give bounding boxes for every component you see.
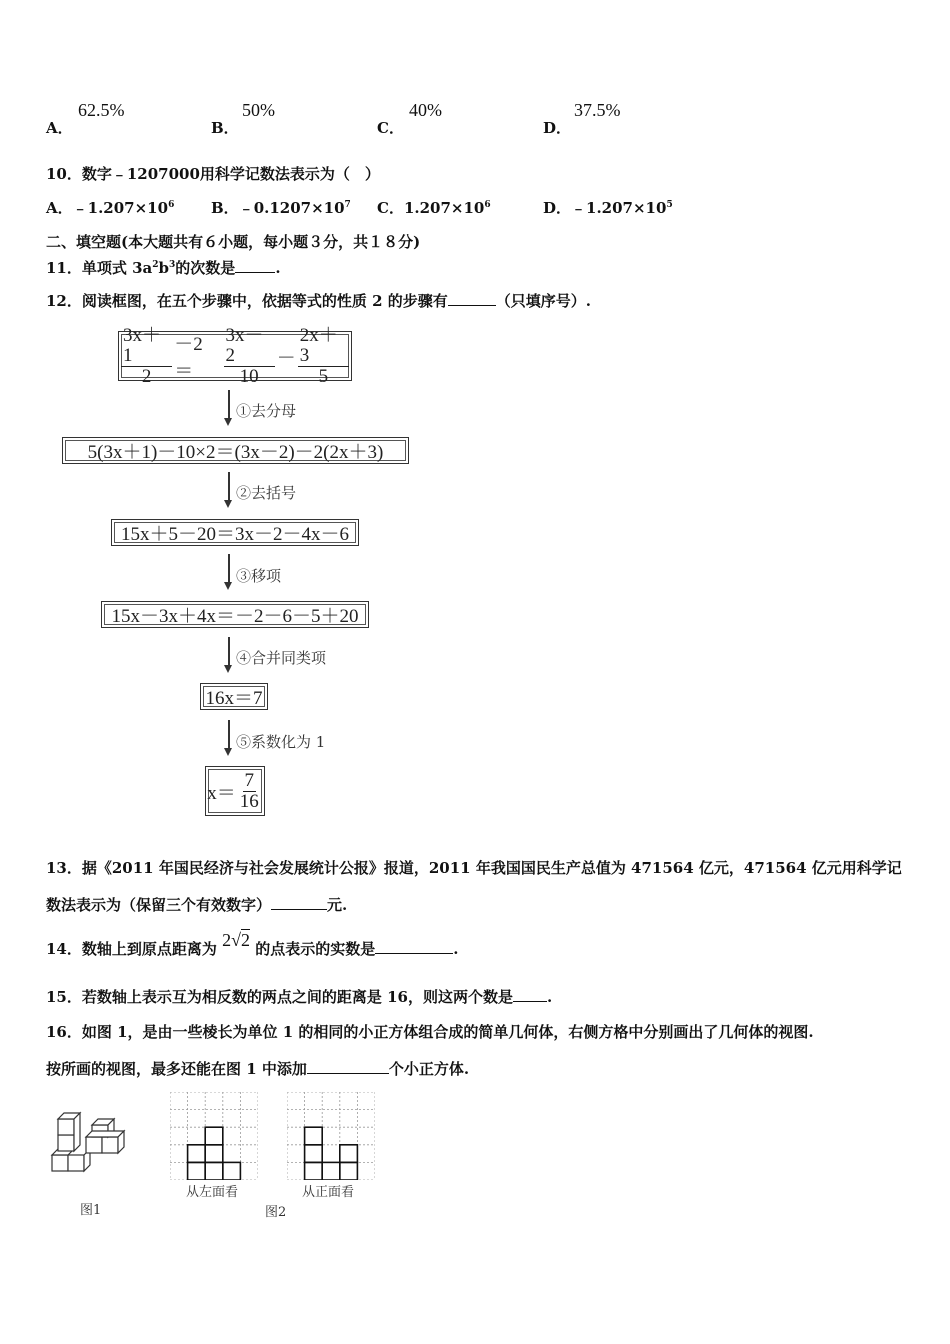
q9-option-d-value: 37.5% (574, 100, 621, 120)
flowchart-arrow-3 (228, 554, 230, 584)
q10-stem: 10．数字﹣1207000用科学记数法表示为（ ） (46, 165, 380, 183)
q10-option-c: C．$1.207\times 10^6$ (377, 199, 491, 217)
flowchart-equation-1: $\frac{3x+1}{2}$ －2＝ $\frac{3x-2}{10}$ － $\frac{2x+3}{5}$ (118, 331, 352, 381)
flowchart-equation-3: 15x＋5－20＝3x－2－4x－6 (111, 519, 359, 546)
q9-option-b-letter: B． (211, 119, 239, 137)
flowchart-arrowhead-2 (224, 500, 232, 508)
q13-answer-blank (271, 895, 327, 910)
flowchart-equation-4: 15x－3x＋4x＝－2－6－5＋20 (101, 601, 369, 628)
q13-line-1: 13．据《2011 年国民经济与社会发展统计公报》报道，2011 年我国国民生产总值为 471564 亿元，471564 亿元用科学记 (46, 859, 902, 877)
q12-answer-blank (448, 291, 496, 306)
figure-2-caption: 图2 (265, 1205, 287, 1220)
flowchart-arrowhead-5 (224, 748, 232, 756)
left-view-caption: 从左面看 (186, 1185, 239, 1200)
q9-option-b-value: 50% (242, 100, 275, 120)
flowchart-arrow-4 (228, 637, 230, 667)
q12: 12．阅读框图，在五个步骤中，依据等式的性质 2 的步骤有 （只填序号）. (46, 292, 591, 310)
flowchart-arrow-1 (228, 390, 230, 420)
q9-option-c-value: 40% (409, 100, 442, 120)
q14-answer-blank (375, 939, 453, 954)
q11: 11．单项式 $3a^2b^3$的次数是 . (46, 259, 281, 277)
section-2-title: 二、填空题(本大题共有６小题，每小题３分，共１８分) (46, 233, 421, 251)
flowchart-equation-6: x＝ $\frac{7}{16}$ (205, 766, 265, 816)
flowchart-equation-2: 5(3x＋1)－10×2＝(3x－2)－2(2x＋3) (62, 437, 409, 464)
figure-1-cubes (46, 1105, 126, 1175)
flowchart-arrow-5 (228, 720, 230, 750)
flowchart-arrowhead-1 (224, 418, 232, 426)
q14-radical: 2√2 (222, 930, 251, 950)
q15: 15．若数轴上表示互为相反数的两点之间的距离是 16，则这两个数是 . (46, 988, 553, 1006)
q16-line-2: 按所画的视图，最多还能在图 1 中添加 个小正方体. (46, 1060, 470, 1078)
q10-option-b: B．$﹣0.1207\times 10^7$ (211, 199, 351, 217)
q10-option-a: A．$﹣1.207\times 10^6$ (46, 199, 175, 217)
flowchart-arrow-2 (228, 472, 230, 502)
q9-option-a-letter: A． (46, 119, 73, 137)
q11-answer-blank (235, 258, 275, 273)
flowchart-step-5: ⑤系数化为 1 (236, 733, 326, 751)
flowchart-step-4: ④合并同类项 (236, 649, 327, 667)
left-view-grid (170, 1092, 258, 1180)
flowchart-arrowhead-3 (224, 582, 232, 590)
q16-line-1: 16．如图 1，是由一些棱长为单位 1 的相同的小正方体组合成的简单几何体，右侧方格中分别画出了几何体的视图. (46, 1023, 814, 1041)
q9-option-a-value: 62.5% (78, 100, 125, 120)
flowchart-equation-5: 16x＝7 (200, 683, 268, 710)
front-view-caption: 从正面看 (302, 1185, 355, 1200)
flowchart-step-3: ③移项 (236, 567, 282, 585)
front-view-grid (287, 1092, 375, 1180)
q10-option-d: D．$﹣1.207\times 10^5$ (543, 199, 673, 217)
figure-1-caption: 图1 (80, 1203, 102, 1218)
flowchart-arrowhead-4 (224, 665, 232, 673)
q16-answer-blank (307, 1059, 389, 1074)
flowchart-step-1: ①去分母 (236, 402, 297, 420)
q9-option-c-letter: C． (377, 119, 404, 137)
q9-option-d-letter: D． (543, 119, 572, 137)
flowchart-step-2: ②去括号 (236, 484, 297, 502)
q13-line-2: 数法表示为（保留三个有效数字） 元. (46, 896, 348, 914)
q14: 14．数轴上到原点距离为 2√2 的点表示的实数是 . (46, 930, 459, 958)
q15-answer-blank (513, 987, 547, 1002)
